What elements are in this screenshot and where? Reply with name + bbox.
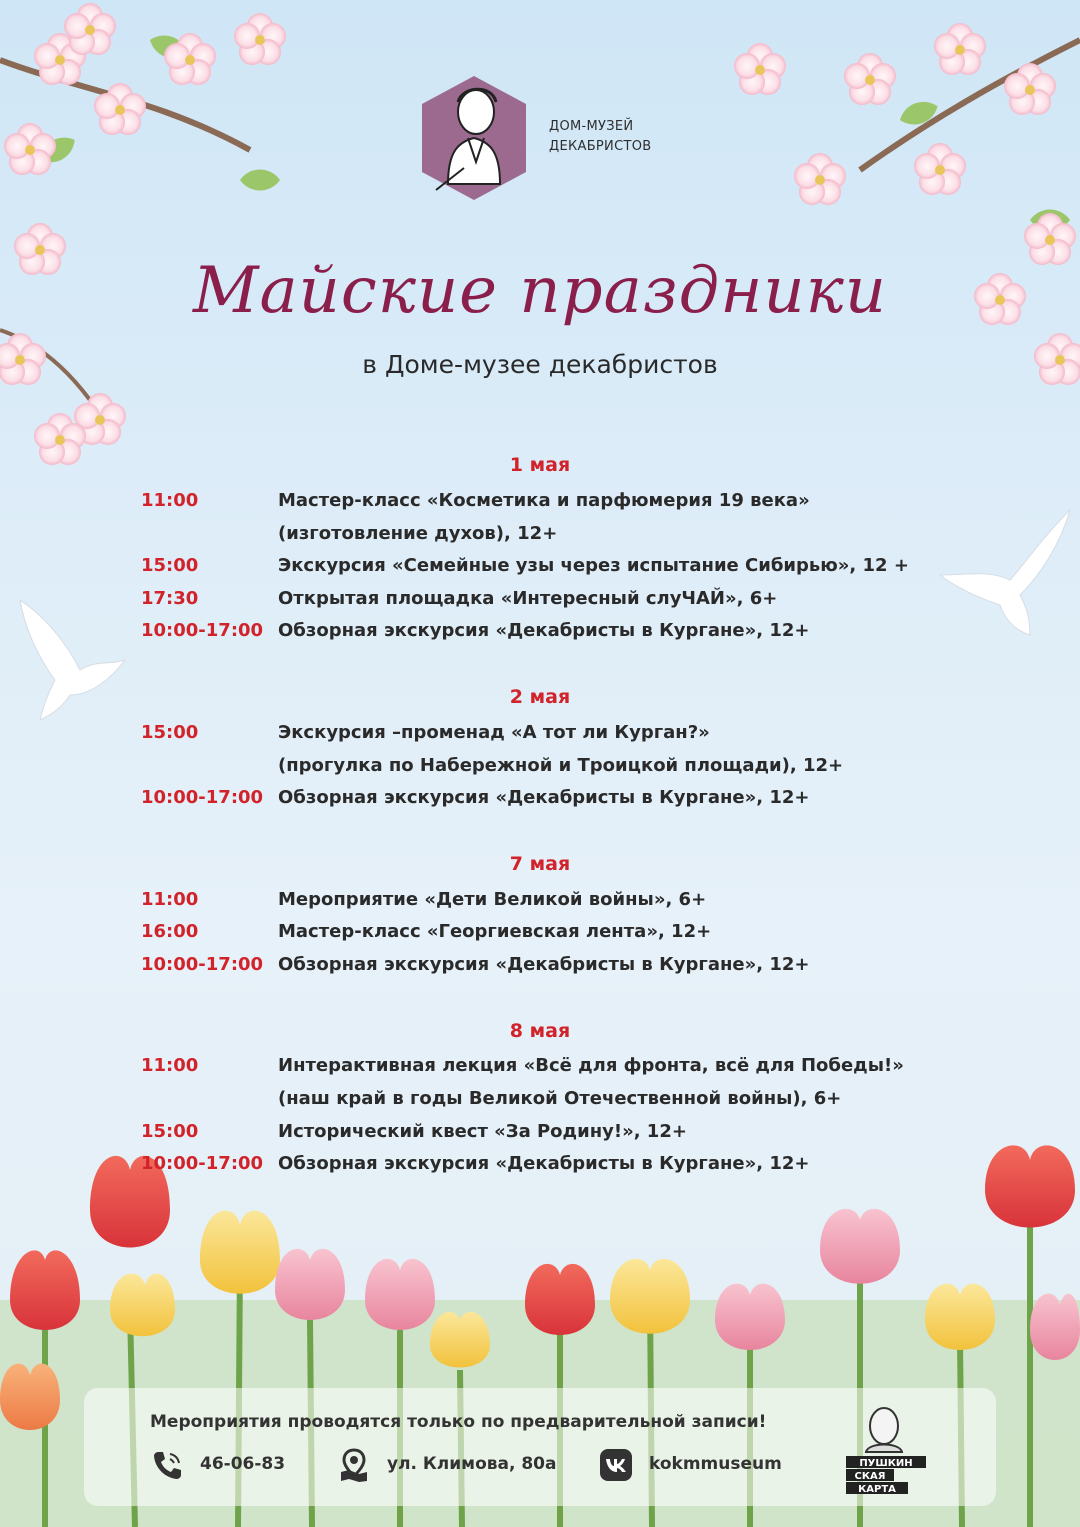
registration-notice: Мероприятия проводятся только по предварительной записи! bbox=[150, 1412, 767, 1432]
event-row bbox=[0, 915, 1080, 945]
event-line: Обзорная экскурсия «Декабристы в Кургане», 12+ bbox=[278, 1153, 810, 1174]
day-title: 2 мая bbox=[509, 686, 571, 708]
event-description bbox=[278, 549, 909, 582]
event-line: Экскурсия «Семейные узы через испытание Сибирью», 12 + bbox=[278, 555, 909, 576]
event-row bbox=[0, 1115, 1080, 1145]
event-row bbox=[0, 1147, 1080, 1177]
event-line: Обзорная экскурсия «Декабристы в Кургане», 12+ bbox=[278, 954, 810, 975]
footer-panel bbox=[84, 1388, 996, 1506]
event-time: 15:00 bbox=[141, 555, 199, 576]
event-time: 15:00 bbox=[141, 1121, 199, 1142]
event-line: Экскурсия –променад «А тот ли Курган?» bbox=[278, 722, 710, 743]
event-description bbox=[278, 915, 711, 948]
event-line: Открытая площадка «Интересный слуЧАЙ», 6+ bbox=[278, 588, 778, 609]
poster-subtitle: в Доме-музее декабристов bbox=[362, 350, 718, 379]
event-time: 10:00-17:00 bbox=[141, 787, 264, 808]
event-time: 10:00-17:00 bbox=[141, 620, 264, 641]
event-description bbox=[278, 716, 843, 782]
phone-number: 46-06-83 bbox=[200, 1454, 286, 1474]
event-line: Обзорная экскурсия «Декабристы в Кургане», 12+ bbox=[278, 620, 810, 641]
event-description bbox=[278, 582, 777, 615]
event-description bbox=[278, 1049, 904, 1115]
day-title: 8 мая bbox=[509, 1020, 571, 1042]
event-time: 11:00 bbox=[141, 490, 199, 511]
day-title: 7 мая bbox=[509, 853, 571, 875]
museum-name-line1: ДОМ-МУЗЕЙ bbox=[549, 119, 634, 134]
event-row bbox=[0, 1049, 1080, 1109]
pushkin-card-text: ПУШКИН bbox=[859, 1458, 913, 1469]
event-row bbox=[0, 716, 1080, 776]
event-description bbox=[278, 948, 809, 981]
event-line: (наш край в годы Великой Отечественной войны), 6+ bbox=[278, 1088, 842, 1109]
address: ул. Климова, 80а bbox=[387, 1454, 557, 1474]
map-pin-icon bbox=[337, 1448, 371, 1482]
museum-name-line2: ДЕКАБРИСТОВ bbox=[549, 139, 652, 154]
event-line: Мероприятие «Дети Великой войны», 6+ bbox=[278, 889, 707, 910]
event-row bbox=[0, 614, 1080, 644]
event-time: 10:00-17:00 bbox=[141, 954, 264, 975]
event-line: Мастер-класс «Георгиевская лента», 12+ bbox=[278, 921, 712, 942]
event-description bbox=[278, 883, 706, 916]
phone-icon bbox=[150, 1448, 184, 1482]
event-line: Исторический квест «За Родину!», 12+ bbox=[278, 1121, 687, 1142]
event-time: 11:00 bbox=[141, 889, 199, 910]
pushkin-card-text: СКАЯ bbox=[854, 1471, 886, 1482]
event-description bbox=[278, 781, 809, 814]
event-line: (прогулка по Набережной и Троицкой площади), 12+ bbox=[278, 755, 844, 776]
event-row bbox=[0, 484, 1080, 544]
event-line: Интерактивная лекция «Всё для фронта, всё для Победы!» bbox=[278, 1055, 904, 1076]
event-row bbox=[0, 781, 1080, 811]
day-title: 1 мая bbox=[509, 454, 571, 476]
event-time: 16:00 bbox=[141, 921, 199, 942]
museum-logo bbox=[418, 72, 530, 204]
event-time: 17:30 bbox=[141, 588, 199, 609]
event-line: Мастер-класс «Косметика и парфюмерия 19 века» bbox=[278, 490, 810, 511]
poster-title: Майские праздники bbox=[192, 254, 888, 328]
event-row bbox=[0, 549, 1080, 579]
vk-handle: kokmmuseum bbox=[649, 1454, 782, 1474]
pushkin-card-text: КАРТА bbox=[858, 1484, 896, 1495]
event-time: 15:00 bbox=[141, 722, 199, 743]
event-description bbox=[278, 484, 810, 550]
museum-name bbox=[549, 117, 651, 157]
event-description bbox=[278, 1115, 687, 1148]
event-row bbox=[0, 948, 1080, 978]
event-row bbox=[0, 582, 1080, 612]
vk-icon bbox=[599, 1448, 633, 1482]
event-time: 11:00 bbox=[141, 1055, 199, 1076]
event-description bbox=[278, 614, 809, 647]
event-line: Обзорная экскурсия «Декабристы в Кургане», 12+ bbox=[278, 787, 810, 808]
event-row bbox=[0, 883, 1080, 913]
event-line: (изготовление духов), 12+ bbox=[278, 523, 558, 544]
event-description bbox=[278, 1147, 809, 1180]
pushkin-card-logo bbox=[844, 1400, 928, 1496]
event-time: 10:00-17:00 bbox=[141, 1153, 264, 1174]
